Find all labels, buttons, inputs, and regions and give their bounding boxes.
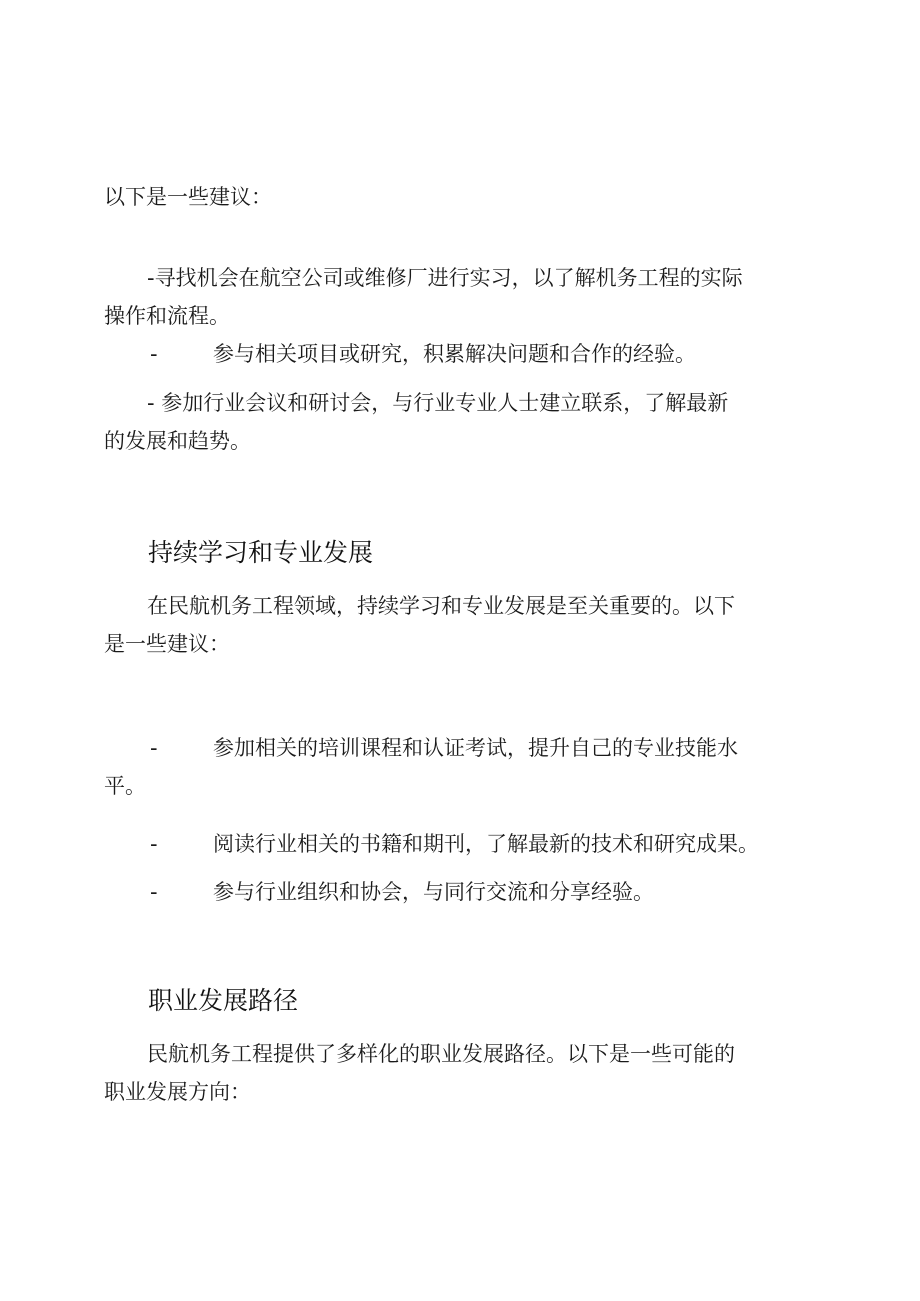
practice-item-2-text: 参与相关项目或研究，积累解决问题和合作的经验。 bbox=[213, 342, 696, 366]
intro-text-content: 以下是一些建议： bbox=[104, 185, 272, 209]
bullet-dash: - bbox=[150, 342, 158, 366]
practice-item-3-line1: 参加行业会议和研讨会，与行业专业人士建立联系，了解最新 bbox=[154, 391, 729, 415]
practice-item-3 bbox=[104, 384, 816, 460]
practice-item-1-line2: 操作和流程。 bbox=[104, 304, 230, 328]
intro-text bbox=[104, 178, 816, 216]
learning-item-1 bbox=[104, 729, 816, 805]
bullet-dash: - bbox=[147, 391, 155, 415]
learning-paragraph-line2: 是一些建议： bbox=[104, 632, 230, 656]
career-paragraph-line2: 职业发展方向： bbox=[104, 1080, 251, 1104]
bullet-dash: - bbox=[147, 266, 155, 290]
practice-item-3-line2: 的发展和趋势。 bbox=[104, 429, 251, 453]
learning-item-3-text: 参与行业组织和协会，与同行交流和分享经验。 bbox=[213, 880, 654, 904]
bullet-dash: - bbox=[150, 880, 158, 904]
learning-paragraph bbox=[104, 587, 816, 663]
career-paragraph-line1: 民航机务工程提供了多样化的职业发展路径。以下是一些可能的 bbox=[147, 1042, 735, 1066]
learning-paragraph-line1: 在民航机务工程领域，持续学习和专业发展是至关重要的。以下 bbox=[147, 594, 735, 618]
bullet-dash: - bbox=[150, 736, 158, 760]
practice-item-1 bbox=[104, 259, 816, 335]
learning-item-1-line2: 平。 bbox=[104, 774, 146, 798]
career-paragraph bbox=[104, 1035, 816, 1111]
practice-item-1-line1: 寻找机会在航空公司或维修厂进行实习，以了解机务工程的实际 bbox=[154, 266, 743, 290]
practice-item-2 bbox=[104, 335, 816, 373]
learning-item-1-line1: 参加相关的培训课程和认证考试，提升自己的专业技能水 bbox=[213, 736, 738, 760]
section-heading-learning: 持续学习和专业发展 bbox=[148, 538, 374, 567]
bullet-dash: - bbox=[150, 832, 158, 856]
learning-item-3 bbox=[104, 873, 816, 911]
section-heading-career: 职业发展路径 bbox=[148, 986, 299, 1015]
learning-item-2 bbox=[104, 825, 816, 863]
learning-item-2-text: 阅读行业相关的书籍和期刊，了解最新的技术和研究成果。 bbox=[213, 832, 759, 856]
